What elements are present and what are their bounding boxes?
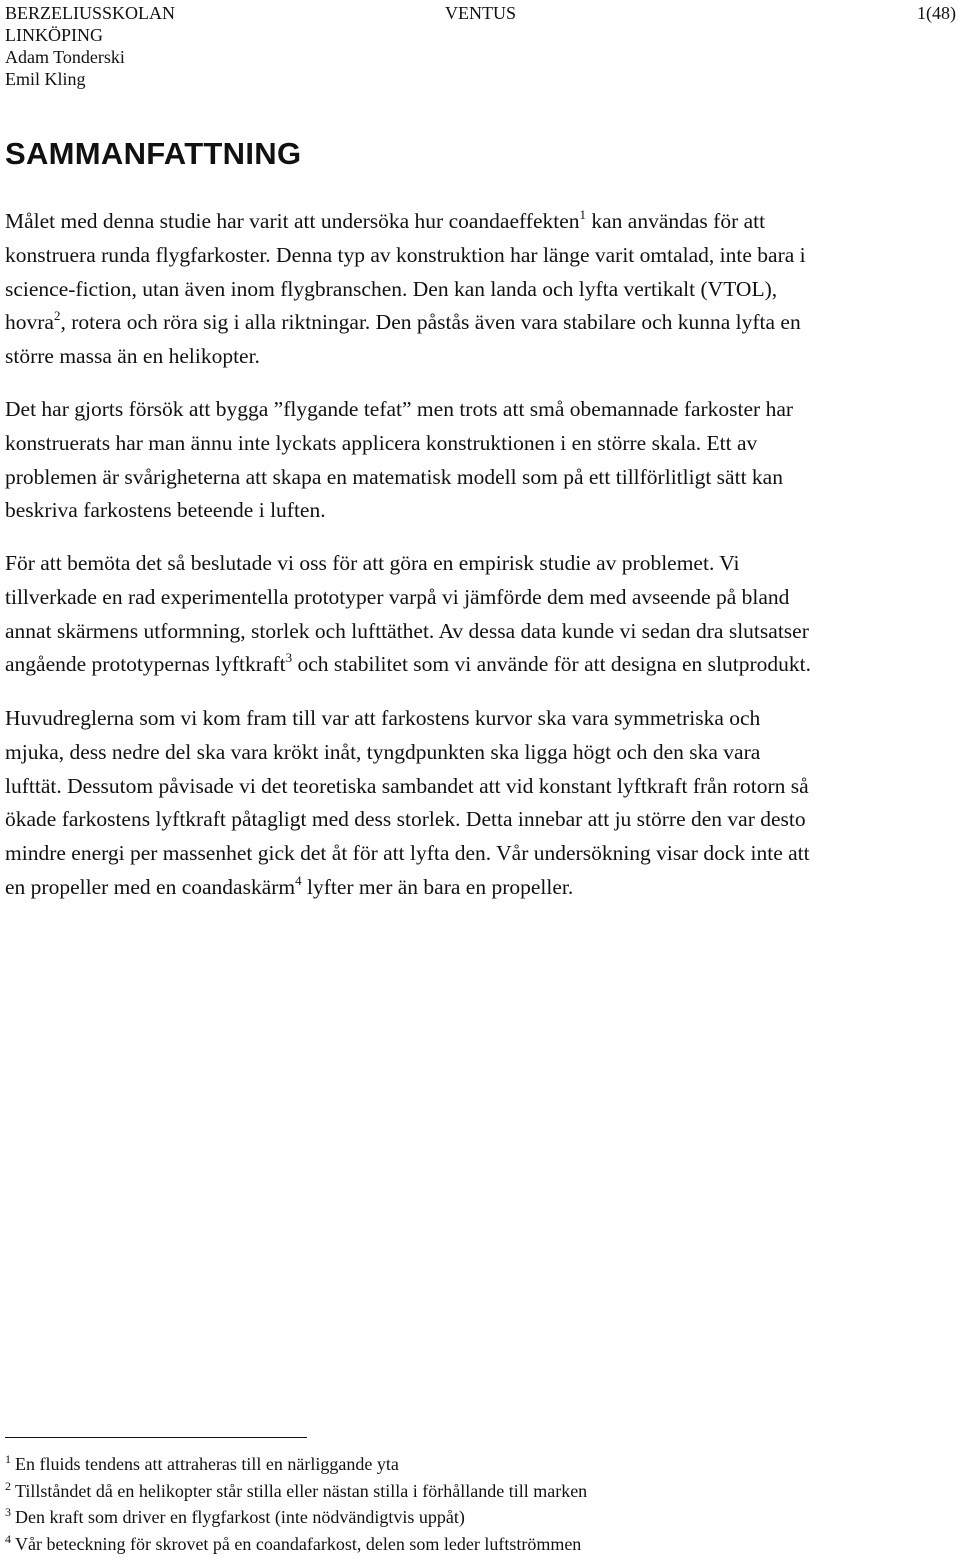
paragraph-line	[5, 205, 955, 239]
line-text: lyfter mer än bara en propeller.	[302, 875, 574, 899]
paragraph-3	[5, 547, 955, 682]
footnote-number: 4	[5, 1532, 11, 1546]
line-text: en propeller med en coandaskärm	[5, 875, 295, 899]
footnote-separator	[5, 1437, 307, 1438]
line-text: och stabilitet som vi använde för att designa en slutprodukt.	[292, 652, 811, 676]
paragraph-2	[5, 393, 955, 528]
paragraph-line: problemen är svårigheterna att skapa en matematisk modell som på ett tillförlitligt sätt kan	[5, 461, 955, 495]
line-text: angående prototypernas lyftkraft	[5, 652, 286, 676]
footnote-text: Vår beteckning för skrovet på en coandafarkost, delen som leder luftströmmen	[15, 1534, 581, 1554]
paragraph-line: konstruera runda flygfarkoster. Denna typ av konstruktion har länge varit omtalad, inte bara i	[5, 239, 955, 273]
paragraph-4	[5, 702, 955, 905]
paragraph-line: tillverkade en rad experimentella prototyper varpå vi jämförde dem med avseende på bland	[5, 581, 955, 615]
footnote-1	[5, 1452, 587, 1479]
line-text: Målet med denna studie har varit att undersöka hur coandaeffekten	[5, 209, 580, 233]
header-school: BERZELIUSSKOLAN	[5, 2, 175, 24]
paragraph-line	[5, 871, 955, 905]
paragraph-line: Det har gjorts försök att bygga ”flygande tefat” men trots att små obemannade farkoster har	[5, 393, 955, 427]
footnote-ref: 3	[286, 650, 293, 665]
header-author-2: Emil Kling	[5, 68, 86, 90]
line-text: , rotera och röra sig i alla riktningar. Den påstås även vara stabilare och kunna lyfta en	[60, 310, 800, 334]
footnote-number: 3	[5, 1505, 11, 1519]
paragraph-line: science-fiction, utan även inom flygbranschen. Den kan landa och lyfta vertikalt (VTOL),	[5, 273, 955, 307]
paragraph-line: För att bemöta det så beslutade vi oss för att göra en empirisk studie av problemet. Vi	[5, 547, 955, 581]
paragraph-line: större massa än en helikopter.	[5, 340, 955, 374]
footnote-ref: 4	[295, 873, 302, 888]
paragraph-line: mindre energi per massenhet gick det åt för att lyfta den. Vår undersökning visar dock inte att	[5, 837, 955, 871]
header-author-1: Adam Tonderski	[5, 46, 125, 68]
footnote-list	[5, 1452, 587, 1558]
footnote-number: 2	[5, 1479, 11, 1493]
header-page-number: 1(48)	[917, 2, 956, 24]
paragraph-line: lufttät. Dessutom påvisade vi det teoretiska sambandet att vid konstant lyftkraft från rotorn så	[5, 770, 955, 804]
paragraph-line: mjuka, dess nedre del ska vara krökt inåt, tyngdpunkten ska ligga högt och den ska vara	[5, 736, 955, 770]
paragraph-line	[5, 648, 955, 682]
paragraph-line: beskriva farkostens beteende i luften.	[5, 494, 955, 528]
footnote-text: Den kraft som driver en flygfarkost (inte nödvändigtvis uppåt)	[15, 1507, 465, 1527]
line-text: kan användas för att	[586, 209, 765, 233]
footnote-4	[5, 1532, 587, 1558]
footnote-ref: 1	[580, 207, 587, 222]
footnote-text: En fluids tendens att attraheras till en närliggande yta	[15, 1454, 399, 1474]
footnote-3	[5, 1505, 587, 1532]
paragraph-line: annat skärmens utformning, storlek och lufttäthet. Av dessa data kunde vi sedan dra slutsatser	[5, 615, 955, 649]
paragraph-1	[5, 205, 955, 374]
paragraph-line: Huvudreglerna som vi kom fram till var att farkostens kurvor ska vara symmetriska och	[5, 702, 955, 736]
line-text: hovra	[5, 310, 54, 334]
paragraph-line: konstruerats har man ännu inte lyckats applicera konstruktionen i en större skala. Ett av	[5, 427, 955, 461]
header-project: VENTUS	[445, 2, 516, 24]
footnote-text: Tillståndet då en helikopter står stilla eller nästan stilla i förhållande till marken	[15, 1481, 587, 1501]
footnote-ref: 2	[54, 308, 61, 323]
paragraph-line: ökade farkostens lyftkraft påtagligt med dess storlek. Detta innebar att ju större den var desto	[5, 803, 955, 837]
paragraph-line	[5, 306, 955, 340]
page-title: SAMMANFATTNING	[5, 134, 301, 174]
footnote-2	[5, 1479, 587, 1506]
footnote-number: 1	[5, 1452, 11, 1466]
header-city: LINKÖPING	[5, 24, 103, 46]
